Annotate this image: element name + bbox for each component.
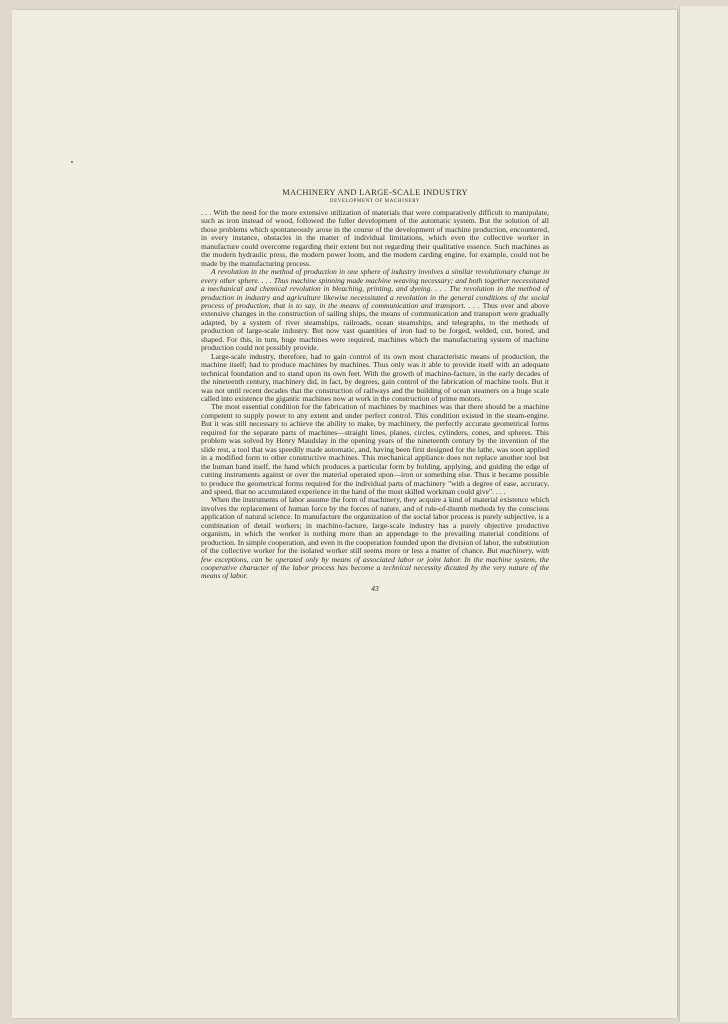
paragraph-5 [201, 496, 549, 581]
page-number: 43 [371, 583, 379, 593]
paper-speck [71, 161, 73, 163]
paragraph-italic-text: A revolution in the method of production in one sphere of industry involves a similar revolutionary change in every other sphere. . . . Thus machine spinning made machine weaving necessary; and both together necessitated a mechanical and chemical revolution in bleaching, printing, and dyeing. . . . The revolution in the method of production in industry and agriculture likewise necessitated a revolution in the general conditions of the social process of production, that is to say, in the means of communication and transport. . . . [201, 267, 549, 310]
paragraph-text: When the instruments of labor assume the form of machinery, they acquire a kind of material existence which involves the replacement of human force by the forces of nature, and of rule-of-thumb methods by the conscious application of natural science. In manufacture the organization of the social labor process is purely subjective, is a combination of detail workers; in machino-facture, large-scale industry has a purely objective productive organism, in which the worker is nothing more than an appendage to the prevailing material conditions of production. In simple cooperation, and even in the cooperation founded upon the division of labor, the substitution of the collective worker for the isolated worker still seems more or less a matter of chance. [201, 495, 549, 556]
paragraph-3 [201, 353, 549, 404]
paragraph-1 [201, 209, 549, 268]
paragraph-2 [201, 268, 549, 353]
paragraph-text: Large-scale industry, therefore, had to gain control of its own most characteristic means of production, the machine itself; had to produce machines by machines. Thus only was it able to provide itself with an adequate technical foundation and to stand upon its own feet. With the growth of machino-facture, in the early decades of the nineteenth century, machinery did, in fact, by degrees, gain control of the fabrication of machine tools. But it was not until recent decades that the construction of railways and the building of ocean steamers on a huge scale called into existence the gigantic machines now at work in the construction of prime motors. [201, 351, 549, 403]
adjacent-page-edge [679, 6, 728, 1022]
paragraph-italic-text: But machinery, with few exceptions, can be operated only by means of associated labor or joint labor. In the machine system, the cooperative character of the labor process has become a technical necessity dictated by the very nature of the means of labor. [201, 546, 550, 581]
section-subtitle: DEVELOPMENT OF MACHINERY [329, 199, 421, 204]
paragraph-text: . . . With the need for the more extensive utilization of materials that were comparatively difficult to manipulate, such as iron instead of wood, followed the fuller development of the automatic system. But the solution of all those problems which spontaneously arose in the course of the development of machine production, encountered, in every instance, obstacles in the matter of individual limitations, which even the collective worker in manufacture could overcome regarding their extent but not regarding their qualitative essence. Such machines as the modern hydraulic press, the modern power loom, and the modern carding engine, for example, could not be made by the manufacturing process. [201, 208, 549, 268]
paragraph-text: The most essential condition for the fabrication of machines by machines was that there should be a machine competent to supply power to any extent and under perfect control. This condition existed in the steam-engine. But it was still necessary to achieve the ability to make, by machinery, the perfectly accurate geometrical forms required for the separate parts of machines—straight lines, planes, circles, cylinders, cones, and spheres. This problem was solved by Henry Maudslay in the opening years of the nineteenth century by the invention of the slide rest, a tool that was speedily made automatic, and, having been first designed for the lathe, was soon applied in a modified form to other constructive machines. This mechanical appliance does not replace another tool but the human hand itself, the hand which produces a particular form by holding, applying, and guiding the edge of cutting instruments against or over the material operated upon—iron or something else. Thus it became possible to produce the geometrical forms required for the individual parts of machinery "with a degree of ease, accuracy, and speed, that no accumulated experience in the hand of the most skilled workman could give". . . . [201, 402, 549, 496]
page-title: MACHINERY AND LARGE-SCALE INDUSTRY [282, 187, 468, 197]
text-block [201, 187, 549, 593]
paragraph-text: Thus over and above extensive changes in the construction of sailing ships, the means of communication and transport were gradually adapted, by a system of river steamships, railroads, ocean steamships, and telegraphs, to the methods of production of large-scale industry. But now vast quantities of iron had to be forged, welded, cut, bored, and shaped. For this, in turn, huge machines were required, machines which the manufacturing system of machine production could not possibly provide. [201, 300, 549, 353]
paragraph-4 [201, 403, 549, 496]
